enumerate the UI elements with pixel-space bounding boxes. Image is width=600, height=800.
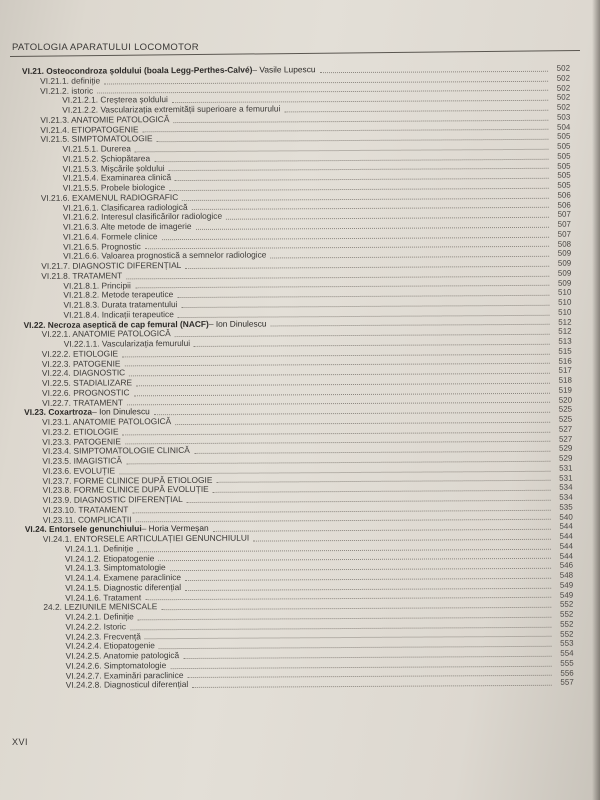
toc-entry-title: VI.21.2.1. Creșterea șoldului [62, 94, 168, 106]
toc-entry-title: VI.24.1. ENTORSELE ARTICULAȚIEI GENUNCHIULUI [42, 532, 250, 544]
toc-entry-page: 534 [559, 492, 573, 502]
toc-entry-page: 506 [557, 190, 571, 200]
toc-entry-page: 525 [558, 404, 573, 414]
toc-entry-title: VI.24.1.1. Definiție [64, 543, 134, 554]
toc-entry-title: VI.24.2.3. Frecvență [65, 630, 141, 642]
toc-entry-title: VI.23.1. ANATOMIE PATOLOGICĂ [42, 416, 172, 427]
toc-entry-title: VI.23. Coxartroza [24, 406, 93, 418]
toc-entry-title: VI.21.8.1. Principii [63, 279, 131, 291]
toc-entry-title: VI.24.1.5. Diagnostic diferențial [65, 581, 182, 593]
toc-entry-title: VI.21.5. SIMPTOMATOLOGIE [40, 133, 153, 145]
toc-entry-title: VI.21.3. ANATOMIE PATOLOGICĂ [40, 113, 170, 125]
toc-entry-title: VI.21.2.2. Vascularizația extremității superioare a femurului [62, 103, 281, 115]
toc-entry-page: 502 [556, 73, 571, 83]
toc-entry-title: VI.21.5.3. Mișcările șoldului [62, 162, 165, 174]
toc-entry-title: VI.21.4. ETIOPATOGENIE [40, 123, 139, 135]
toc-entry-title: VI.22.1. ANATOMIE PATOLOGICĂ [41, 328, 171, 340]
toc-entry-page: 506 [557, 200, 571, 210]
toc-entry-page: 513 [558, 336, 572, 346]
toc-entry-page: 544 [559, 521, 573, 531]
toc-entry-page: 540 [559, 512, 573, 522]
toc-entry-page: 525 [558, 414, 573, 424]
toc-entry-page: 535 [559, 502, 573, 512]
toc-entry-page: 505 [557, 180, 571, 190]
toc-entry-title: VI.21.8.2. Metode terapeutice [63, 289, 174, 301]
toc-entry-title: VI.22.2. ETIOLOGIE [41, 348, 119, 359]
toc-entry-page: 502 [556, 63, 571, 73]
toc-entry-title: VI.21.7. DIAGNOSTIC DIFERENȚIAL [41, 260, 182, 271]
toc-entry-title: VI.22.3. PATOGENIE [41, 357, 121, 369]
toc-entry-page: 509 [557, 258, 572, 268]
toc-entry-page: 502 [556, 102, 571, 112]
toc-entry-title: VI.21.6.3. Alte metode de imagerie [62, 220, 192, 232]
toc-entry-title: VI.23.4. SIMPTOMATOLOGIE CLINICĂ [42, 445, 190, 457]
page-edge-shadow [592, 0, 600, 800]
toc-entry-page: 544 [559, 531, 573, 541]
toc-entry-page: 552 [560, 629, 574, 639]
toc-entry-title: VI.24.1.6. Tratament [65, 591, 142, 603]
running-header: PATOLOGIA APARATULUI LOCOMOTOR [12, 42, 199, 53]
toc-entry-title: VI.24. Entorsele genunchiului [24, 523, 142, 535]
toc-entry-title: VI.21.8.4. Indicații terapeutice [63, 308, 174, 320]
toc-entry-title: VI.23.9. DIAGNOSTIC DIFERENȚIAL [42, 494, 183, 505]
toc-entry-page: 510 [558, 307, 572, 317]
page-number: XVI [12, 737, 29, 747]
toc-entry-page: 544 [559, 541, 573, 551]
toc-entry-page: 549 [559, 590, 574, 600]
toc-entry-author: – Ion Dinulescu [92, 406, 150, 417]
toc-entry-title: VI.21.6.4. Formele clinice [63, 230, 158, 242]
toc-entry-title: VI.22.5. STADIALIZARE [41, 377, 133, 388]
toc-entry-page: 553 [560, 638, 574, 648]
toc-entry-page: 531 [559, 463, 573, 473]
toc-entry-page: 544 [559, 551, 574, 561]
toc-entry-title: VI.22.1.1. Vascularizația femurului [63, 337, 191, 349]
toc-entry-title: VI.24.1.3. Simptomatologie [65, 562, 166, 573]
toc-entry-title: VI.22.7. TRATAMENT [42, 396, 124, 408]
toc-entry-page: 505 [557, 151, 571, 161]
toc-entry-page: 552 [559, 599, 574, 609]
toc-entry-page: 549 [559, 580, 574, 590]
toc-entry-page: 556 [560, 668, 574, 678]
toc-entry-page: 508 [557, 239, 572, 249]
toc-entry-page: 519 [558, 385, 573, 395]
toc-entry-page: 531 [559, 473, 573, 483]
toc-entry-page: 505 [557, 161, 571, 171]
toc-entry-title: VI.21.8. TRATAMENT [41, 270, 123, 281]
toc-entry-title: VI.21.6.2. Interesul clasificărilor radiologice [62, 211, 223, 223]
toc-entry-page: 520 [558, 395, 573, 405]
toc-entry-page: 502 [556, 83, 571, 93]
toc-entry-title: VI.24.2.2. Istoric [65, 621, 126, 632]
toc-entry-page: 505 [557, 131, 571, 141]
toc-entry-page: 554 [560, 648, 574, 658]
toc-entry-page: 510 [558, 297, 572, 307]
toc-entry-title: VI.23.10. TRATAMENT [42, 504, 129, 515]
toc-entry-page: 509 [557, 268, 572, 278]
toc-entry-title: VI.24.2.4. Etiopatogenie [65, 640, 155, 651]
dot-leader [284, 110, 548, 113]
toc-entry-author: – Vasile Lupescu [252, 64, 316, 75]
toc-entry-title: VI.23.11. COMPLICAȚII [42, 513, 132, 525]
toc-entry-page: 557 [560, 677, 574, 687]
toc-entry-title: VI.21.6. EXAMENUL RADIOGRAFIC [40, 191, 179, 203]
toc-entry-title: VI.21.5.4. Examinarea clinică [62, 172, 172, 184]
toc-entry-page: 518 [558, 375, 572, 385]
toc-entry-page: 505 [557, 170, 571, 180]
toc-entry-page: 516 [558, 356, 572, 366]
toc-entry-title: VI.24.2.5. Anatomie patologică [65, 650, 180, 661]
toc-entry-page: 512 [558, 326, 572, 336]
toc-entry-title: VI.23.3. PATOGENIE [42, 435, 121, 447]
toc-entry-title: VI.23.5. IMAGISTICĂ [42, 455, 123, 466]
toc-entry-title: VI.21.5.5. Probele biologice [62, 182, 166, 193]
toc-entry-title: VI.21.5.1. Durerea [62, 143, 131, 154]
toc-entry-title: VI.21.2. istoric [40, 85, 94, 96]
toc-entry-title: 24.2. LEZIUNILE MENISCALE [43, 601, 158, 613]
toc-entry-page: 507 [557, 209, 571, 219]
toc-entry-page: 527 [558, 434, 573, 444]
toc-entry-title: VI.23.7. FORME CLINICE DUPĂ ETIOLOGIE [42, 474, 213, 486]
toc-entry-page: 555 [560, 658, 574, 668]
toc-entry-author: – Ion Dinulescu [208, 318, 267, 329]
toc-entry-title: VI.24.2.7. Examinări paraclinice [65, 669, 184, 681]
toc-entry-title: VI.23.8. FORME CLINICE DUPĂ EVOLUȚIE [42, 484, 209, 496]
toc-entry-page: 527 [558, 424, 573, 434]
toc-entry-author: – Horia Vermeșan [141, 523, 209, 534]
toc-entry-title: VI.21.1. definiție [40, 75, 101, 86]
toc-entry-title: VI.21.5.2. Șchiopătarea [62, 152, 151, 164]
table-of-contents [22, 64, 574, 691]
toc-entry-title: VI.21.6.1. Clasificarea radiologică [62, 201, 188, 213]
toc-entry-page: 552 [559, 609, 574, 619]
toc-entry-title: VI.24.2.8. Diagnosticul diferențial [65, 679, 189, 690]
toc-entry-title: VI.24.1.2. Etiopatogenie [64, 552, 155, 564]
toc-entry-title: VI.23.2. ETIOLOGIE [42, 426, 119, 437]
toc-entry-page: 509 [557, 278, 572, 288]
toc-entry-title: VI.24.2.1. Definiție [65, 611, 134, 622]
toc-entry-page: 529 [559, 453, 573, 463]
toc-entry-title: VI.24.1.4. Examene paraclinice [65, 572, 182, 583]
toc-entry [26, 678, 574, 691]
toc-entry-page: 507 [557, 219, 571, 229]
toc-entry-page: 546 [559, 560, 574, 570]
toc-entry-title: VI.21.6.5. Prognostic [63, 240, 141, 252]
toc-entry-page: 507 [557, 229, 572, 239]
toc-entry-page: 505 [557, 141, 571, 151]
toc-entry-page: 502 [556, 92, 571, 102]
toc-entry-title: VI.22. Necroza aseptică de cap femural (NACF) [23, 318, 209, 330]
toc-entry-title: VI.22.6. PROGNOSTIC [41, 387, 130, 398]
toc-entry-title: VI.23.6. EVOLUȚIE [42, 465, 116, 476]
toc-entry-page: 515 [558, 346, 572, 356]
toc-entry-title: VI.24.2.6. Simptomatologie [65, 659, 167, 671]
toc-entry-page: 517 [558, 365, 572, 375]
toc-entry-page: 504 [556, 122, 571, 132]
toc-entry-page: 548 [559, 570, 574, 580]
toc-entry-title: VI.22.4. DIAGNOSTIC [41, 367, 126, 379]
dot-leader [320, 71, 548, 73]
dot-leader [192, 685, 552, 688]
toc-entry-title: VI.21. Osteocondroza șoldului (boala Legg-Perthes-Calvé) [21, 64, 253, 76]
toc-entry-page: 503 [556, 112, 571, 122]
toc-entry-page: 552 [560, 619, 574, 629]
toc-entry-title: VI.21.8.3. Durata tratamentului [63, 299, 178, 310]
toc-entry-page: 534 [559, 482, 573, 492]
toc-entry-page: 510 [558, 287, 572, 297]
toc-entry-page: 529 [558, 443, 573, 453]
toc-entry-page: 509 [557, 248, 572, 258]
toc-entry-page: 512 [558, 317, 572, 327]
toc-entry-title: VI.21.6.6. Valoarea prognostică a semnelor radiologice [63, 249, 267, 262]
